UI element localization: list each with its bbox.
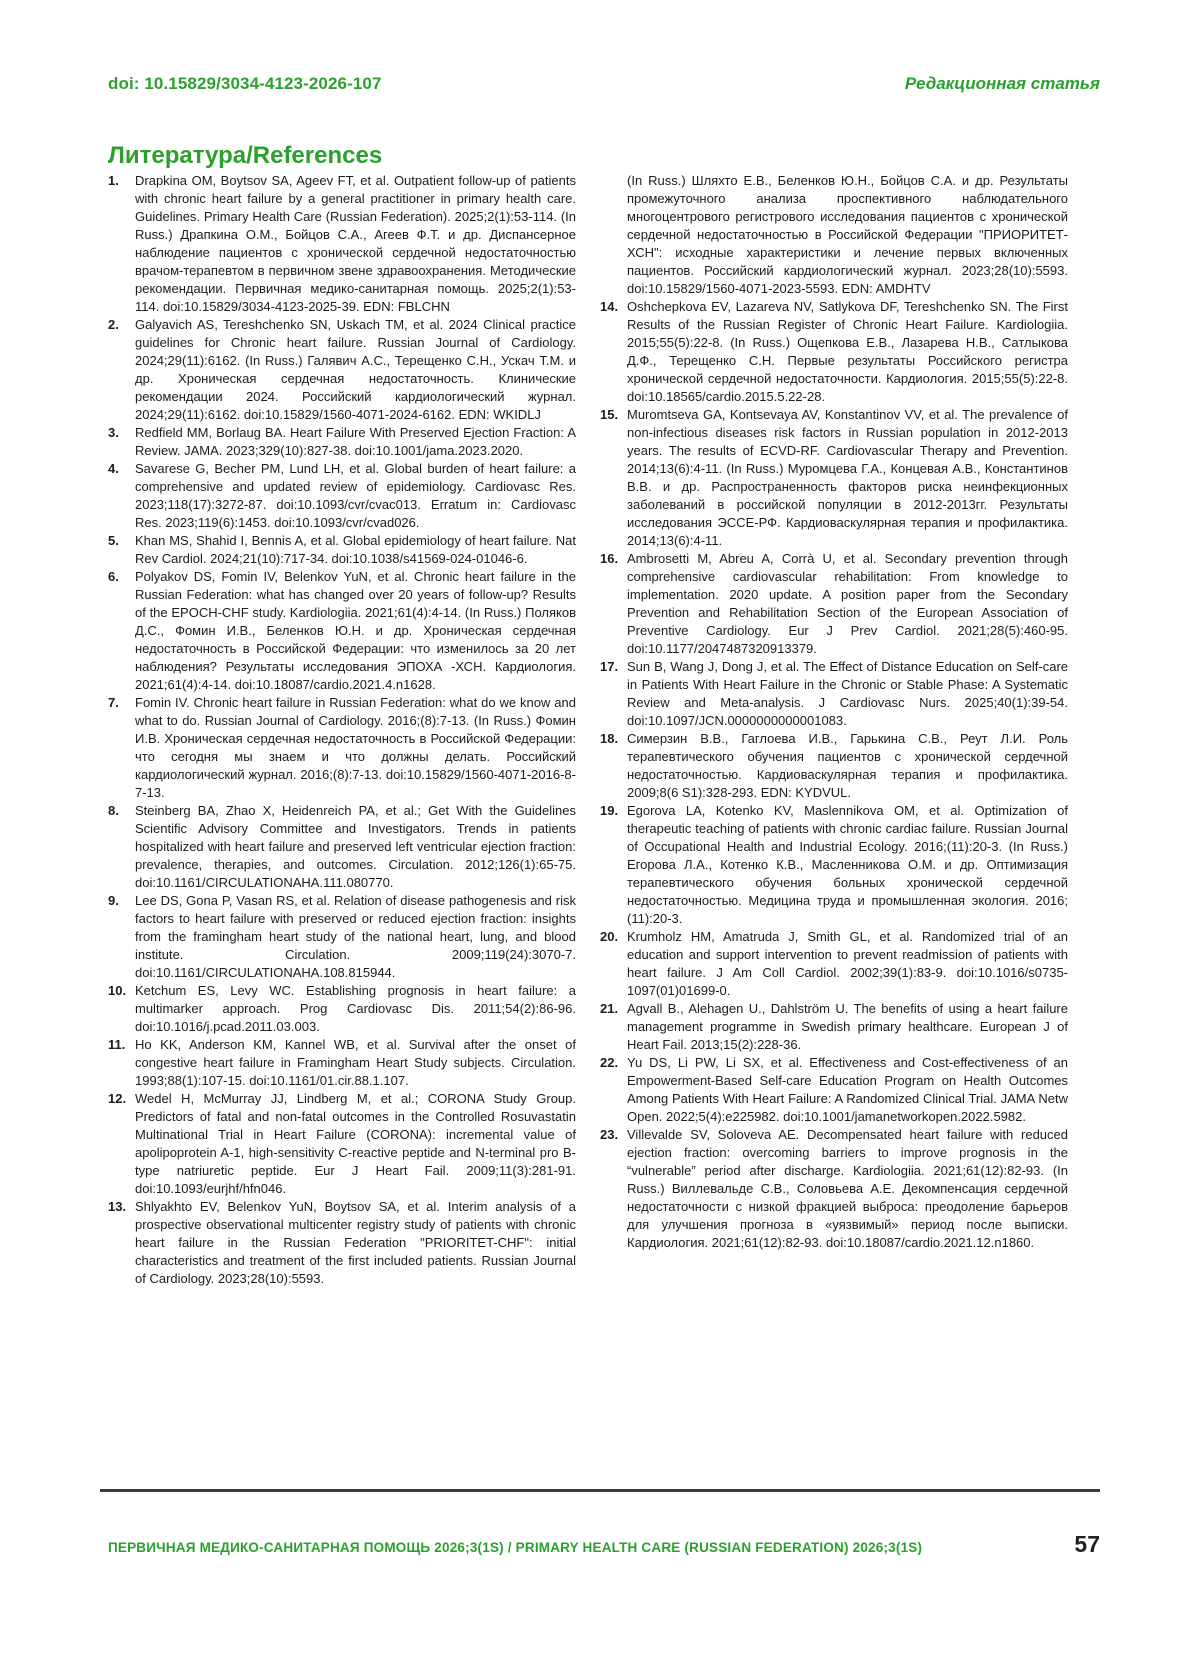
reference-text: Ambrosetti M, Abreu A, Corrà U, et al. Secondary prevention through comprehensive cardiovascular rehabilitation: From knowledge to implementation. 2020 update. A position paper from the Secondary Prevention and Rehabilitation Section of the European Association of Preventive Cardiology. Eur J Prev Cardiol. 2021;28(5):460-95. doi:10.1177/2047487320913379. (627, 551, 1068, 656)
reference-number: 5. (108, 533, 119, 548)
reference-number: 8. (108, 803, 119, 818)
reference-item (108, 982, 576, 1036)
reference-number: 20. (600, 929, 619, 944)
reference-text: Drapkina OM, Boytsov SA, Ageev FT, et al. Outpatient follow-up of patients with chronic heart failure by a general practitioner in primary health care. Guidelines. Primary Health Care (Russian Federation). 2025;2(1):53-114. (In Russ.) Драпкина О.М., Бойцов С.А., Агеев Ф.Т. и др. Диспансерное наблюдение пациентов с хронической сердечной недостаточностью врачом-терапевтом в первичном звене здравоохранения. Методические рекомендации. Первичная медико-санитарная помощь. 2025;2(1):53-114. doi:10.15829/3034-4123-2025-39. EDN: FBLCHN (135, 173, 576, 314)
reference-number: 14. (600, 299, 619, 314)
reference-item (108, 1036, 576, 1090)
reference-number: 6. (108, 569, 119, 584)
page-footer (108, 1531, 1100, 1558)
reference-item (108, 802, 576, 892)
reference-number: 22. (600, 1055, 619, 1070)
reference-text: Egorova LA, Kotenko KV, Maslennikova OM, et al. Optimization of therapeutic teaching of patients with chronic cardiac failure. Russian Journal of Occupational Health and Industrial Ecology. 2016;(11):20-3. (In Russ.) Егорова Л.А., Котенко К.В., Масленникова О.М. и др. Оптимизация терапевтического обучения больных хронической сердечной недостаточностью. Медицина труда и промышленная экология. 2016;(11):20-3. (627, 803, 1068, 926)
reference-item (108, 1198, 576, 1288)
reference-text: Redfield MM, Borlaug BA. Heart Failure With Preserved Ejection Fraction: A Review. JAMA. 2023;329(10):827-38. doi:10.1001/jama.2023.2020. (135, 425, 576, 458)
reference-item (108, 316, 576, 424)
reference-item (600, 1126, 1068, 1252)
reference-item (108, 1090, 576, 1198)
article-type-label: Редакционная статья (904, 74, 1100, 93)
references-column-right (600, 172, 1068, 1288)
reference-number: 15. (600, 407, 619, 422)
reference-text: Krumholz HM, Amatruda J, Smith GL, et al. Randomized trial of an education and support intervention to prevent readmission of patients with heart failure. J Am Coll Cardiol. 2002;39(1):83-9. doi:10.1016/s0735-1097(01)01699-0. (627, 929, 1068, 998)
reference-number: 2. (108, 317, 119, 332)
reference-number: 7. (108, 695, 119, 710)
reference-item (108, 892, 576, 982)
doi-label: doi: 10.15829/3034-4123-2026-107 (108, 74, 382, 93)
reference-text: Ketchum ES, Levy WC. Establishing prognosis in heart failure: a multimarker approach. Prog Cardiovasc Dis. 2011;54(2):86-96. doi:10.1016/j.pcad.2011.03.003. (135, 983, 576, 1034)
reference-number: 13. (108, 1199, 127, 1214)
reference-text: Agvall B., Alehagen U., Dahlström U. The benefits of using a heart failure management programme in Swedish primary healthcare. European J of Heart Fail. 2013;15(2):228-36. (627, 1001, 1068, 1052)
reference-number: 19. (600, 803, 619, 818)
reference-number: 9. (108, 893, 119, 908)
reference-number: 12. (108, 1091, 127, 1106)
reference-text: Yu DS, Li PW, Li SX, et al. Effectiveness and Cost-effectiveness of an Empowerment-Based Self-care Education Program on Health Outcomes Among Patients With Heart Failure: A Randomized Clinical Trial. JAMA Netw Open. 2022;5(4):e225982. doi:10.1001/jamanetworkopen.2022.5982. (627, 1055, 1068, 1124)
reference-item (108, 460, 576, 532)
references-column-left (108, 172, 576, 1288)
reference-text: (In Russ.) Шляхто Е.В., Беленков Ю.Н., Бойцов С.А. и др. Результаты промежуточного анализа проспективного наблюдательного многоцентрового регистрового исследования пациентов с хронической сердечной недостаточностью в Российской Федерации "ПРИОРИТЕТ-ХСН": исходные характеристики и лечение первых включенных пациентов. Российский кардиологический журнал. 2023;28(10):5593. doi:10.15829/1560-4071-2023-5593. EDN: AMDHTV (627, 173, 1068, 296)
reference-text: Fomin IV. Chronic heart failure in Russian Federation: what do we know and what to do. Russian Journal of Cardiology. 2016;(8):7-13. (In Russ.) Фомин И.В. Хроническая сердечная недостаточность в Российской Федерации: что сегодня мы знаем и что должны делать. Российский кардиологический журнал. 2016;(8):7-13. doi:10.15829/1560-4071-2016-8-7-13. (135, 695, 576, 800)
reference-item (108, 172, 576, 316)
reference-item (108, 694, 576, 802)
reference-text: Ho KK, Anderson KM, Kannel WB, et al. Survival after the onset of congestive heart failure in Framingham Heart Study subjects. Circulation. 1993;88(1):107-15. doi:10.1161/01.cir.88.1.107. (135, 1037, 576, 1088)
reference-item (600, 802, 1068, 928)
reference-text: Oshchepkova EV, Lazareva NV, Satlykova DF, Tereshchenko SN. The First Results of the Russian Register of Chronic Heart Failure. Kardiologiia. 2015;55(5):22-8. (In Russ.) Ощепкова Е.В., Лазарева Н.В., Сатлыкова Д.Ф., Терещенко С.Н. Первые результаты Российского регистра хронической сердечной недостаточности. Кардиология. 2015;55(5):22-8. doi:10.18565/cardio.2015.5.22-28. (627, 299, 1068, 404)
reference-text: Muromtseva GA, Kontsevaya AV, Konstantinov VV, et al. The prevalence of non-infectious diseases risk factors in Russian population in 2012-2013 years. The results of ECVD-RF. Cardiovascular Therapy and Prevention. 2014;13(6):4-11. (In Russ.) Муромцева Г.А., Концевая А.В., Константинов В.В. и др. Распространенность факторов риска неинфекционных заболеваний в российской популяции в 2012-2013гг. Результаты исследования ЭССЕ-РФ. Кардиоваскулярная терапия и профилактика. 2014;13(6):4-11. (627, 407, 1068, 548)
reference-number: 23. (600, 1127, 619, 1142)
reference-item (108, 424, 576, 460)
reference-item (600, 1054, 1068, 1126)
reference-number: 4. (108, 461, 119, 476)
reference-item (600, 730, 1068, 802)
reference-item (600, 550, 1068, 658)
reference-item (108, 568, 576, 694)
page-header (108, 74, 1100, 94)
reference-text: Sun B, Wang J, Dong J, et al. The Effect of Distance Education on Self-care in Patients With Heart Failure in the Chronic or Stable Phase: A Systematic Review and Meta-analysis. J Cardiovasc Nurs. 2025;40(1):39-54. doi:10.1097/JCN.0000000000001083. (627, 659, 1068, 728)
reference-item (600, 928, 1068, 1000)
reference-text: Galyavich AS, Tereshchenko SN, Uskach TM, et al. 2024 Clinical practice guidelines for Chronic heart failure. Russian Journal of Cardiology. 2024;29(11):6162. (In Russ.) Галявич А.С., Терещенко С.Н., Ускач Т.М. и др. Хроническая сердечная недостаточность. Клинические рекомендации 2024. Российский кардиологический журнал. 2024;29(11):6162. doi:10.15829/1560-4071-2024-6162. EDN: WKIDLJ (135, 317, 576, 422)
reference-text: Savarese G, Becher PM, Lund LH, et al. Global burden of heart failure: a comprehensive and updated review of epidemiology. Cardiovasc Res. 2023;118(17):3272-87. doi:10.1093/cvr/cvac013. Erratum in: Cardiovasc Res. 2023;119(6):1453. doi:10.1093/cvr/cvad026. (135, 461, 576, 530)
footer-divider (100, 1489, 1100, 1492)
reference-number: 17. (600, 659, 619, 674)
reference-item (600, 406, 1068, 550)
footer-journal-line: ПЕРВИЧНАЯ МЕДИКО-САНИТАРНАЯ ПОМОЩЬ 2026;3(1S) / PRIMARY HEALTH CARE (RUSSIAN FEDERATION) 2026;3(1S) (108, 1540, 923, 1555)
reference-item (600, 298, 1068, 406)
page-number: 57 (1074, 1531, 1100, 1557)
reference-item-continuation (600, 172, 1068, 298)
reference-text: Wedel H, McMurray JJ, Lindberg M, et al.; CORONA Study Group. Predictors of fatal and non-fatal outcomes in the Controlled Rosuvastatin Multinational Trial in Heart Failure (CORONA): incremental value of apolipoprotein A-1, high-sensitivity C-reactive peptide and N-terminal pro B-type natriuretic peptide. Eur J Heart Fail. 2009;11(3):281-91. doi:10.1093/eurjhf/hfn046. (135, 1091, 576, 1196)
reference-text: Lee DS, Gona P, Vasan RS, et al. Relation of disease pathogenesis and risk factors to heart failure with preserved or reduced ejection fraction: insights from the framingham heart study of the national heart, lung, and blood institute. Circulation. 2009;119(24):3070-7. doi:10.1161/CIRCULATIONAHA.108.815944. (135, 893, 576, 980)
reference-number: 1. (108, 173, 119, 188)
reference-text: Shlyakhto EV, Belenkov YuN, Boytsov SA, et al. Interim analysis of a prospective observational multicenter registry study of patients with chronic heart failure in the Russian Federation "PRIORITET-CHF": initial characteristics and treatment of the first included patients. Russian Journal of Cardiology. 2023;28(10):5593. (135, 1199, 576, 1286)
reference-item (108, 532, 576, 568)
reference-text: Villevalde SV, Soloveva AE. Decompensated heart failure with reduced ejection fraction: overcoming barriers to improve prognosis in the “vulnerable” period after discharge. Kardiologiia. 2021;61(12):82-93. (In Russ.) Виллевальде С.В., Соловьева А.Е. Декомпенсация сердечной недостаточности с низкой фракцией выброса: преодоление барьеров для улучшения прогноза в «уязвимый» период после выписки. Кардиология. 2021;61(12):82-93. doi:10.18087/cardio.2021.12.n1860. (627, 1127, 1068, 1250)
reference-number: 10. (108, 983, 127, 998)
reference-number: 11. (108, 1037, 126, 1052)
reference-number: 18. (600, 731, 619, 746)
reference-number: 21. (600, 1001, 619, 1016)
reference-number: 16. (600, 551, 619, 566)
references-columns (108, 172, 1068, 1288)
reference-item (600, 1000, 1068, 1054)
reference-text: Polyakov DS, Fomin IV, Belenkov YuN, et al. Chronic heart failure in the Russian Federation: what has changed over 20 years of follow-up? Results of the EPOCH-CHF study. Kardiologiia. 2021;61(4):4-14. (In Russ.) Поляков Д.С., Фомин И.В., Беленков Ю.Н. и др. Хроническая сердечная недостаточность в Российской Федерации: что изменилось за 20 лет наблюдения? Результаты исследования ЭПОХА -ХСН. Кардиология. 2021;61(4):4-14. doi:10.18087/cardio.2021.4.n1628. (135, 569, 576, 692)
reference-number: 3. (108, 425, 119, 440)
reference-text: Khan MS, Shahid I, Bennis A, et al. Global epidemiology of heart failure. Nat Rev Cardiol. 2024;21(10):717-34. doi:10.1038/s41569-024-01046-6. (135, 533, 576, 566)
reference-text: Steinberg BA, Zhao X, Heidenreich PA, et al.; Get With the Guidelines Scientific Advisory Committee and Investigators. Trends in patients hospitalized with heart failure and preserved left ventricular ejection fraction: prevalence, therapies, and outcomes. Circulation. 2012;126(1):65-75. doi:10.1161/CIRCULATIONAHA.111.080770. (135, 803, 576, 890)
reference-text: Симерзин В.В., Гаглоева И.В., Гарькина С.В., Реут Л.И. Роль терапевтического обучения пациентов с хронической сердечной недостаточностью. Кардиоваскулярная терапия и профилактика. 2009;8(6 S1):328-293. EDN: KYDVUL. (627, 731, 1068, 800)
references-section-title: Литература/References (108, 142, 383, 170)
reference-item (600, 658, 1068, 730)
